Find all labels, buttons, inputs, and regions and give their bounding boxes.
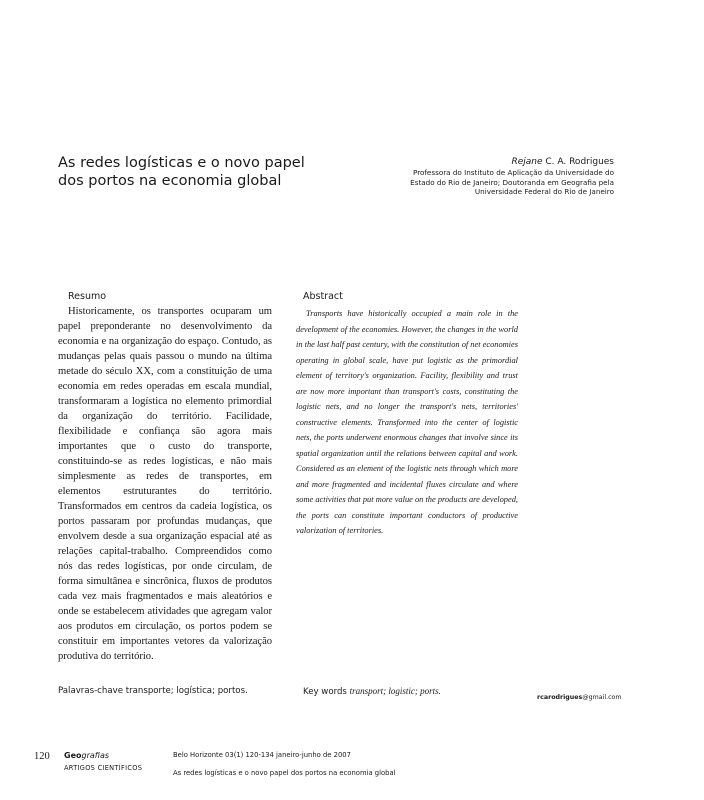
- resumo-heading: Resumo: [68, 291, 107, 302]
- article-title-line-2: dos portos na economia global: [58, 173, 282, 189]
- journal-name: [64, 751, 109, 760]
- keywords-en: [303, 686, 441, 697]
- author-affiliation: [410, 168, 614, 197]
- author-given-name: Rejane: [511, 157, 543, 167]
- author-name: [410, 156, 614, 168]
- email-domain: @gmail.com: [582, 694, 622, 701]
- keywords-pt: [58, 686, 248, 696]
- affiliation-line-3: Universidade Federal do Rio de Janeiro: [474, 187, 614, 197]
- article-title: [58, 154, 318, 190]
- affiliation-line-2: Estado do Rio de Janeiro; Doutoranda em Geografia pela: [410, 177, 614, 187]
- author-block: [410, 156, 614, 197]
- keywords-pt-label: Palavras-chave: [58, 686, 123, 696]
- abstract-text: Transports have historically occupied a main role in the development of the economies. However, the changes in the world in the last half past century, with the constitution of net economies operating in global scale, have put logistic as the primordial element of territory's organization. Facility, flexibility and trust are now more important than transport's costs, constituting the logistic nets, and no longer the transport's nets, territories' constructive elements. Transformed into the center of logistic nets, the ports underwent enormous changes that involve since its spatial organization until the relations between capital and work. Considered as an element of the logistic nets through which more and more fragmented and incidental fluxes circulate and where some activities that put more value on the products are developed, the ports can constitute important conductors of productive valorization of territories.: [296, 309, 518, 535]
- journal-name-prefix: Geo: [64, 751, 82, 760]
- journal-name-suffix: grafias: [81, 751, 110, 760]
- affiliation-line-1: Professora do Instituto de Aplicação da Universidade do: [412, 168, 614, 177]
- keywords-en-terms: transport; logistic; ports.: [349, 686, 441, 696]
- article-title-line-1: As redes logísticas e o novo papel: [58, 155, 305, 171]
- resumo-text: Historicamente, os transportes ocuparam um papel preponderante no desenvolvimento da economia e na organização do espaço. Contudo, as mudanças pelas quais passou o mundo na última metade do século XX, com a constituição de uma economia em redes operadas em escala mundial, transformaram a logística no elemento primordial da organização do território. Facilidade, flexibilidade e confiança são agora mais importantes que o custo do transporte, constituindo-se as redes logísticas, e não mais simplesmente as redes de transportes, em elementos estruturantes do território. Transformados em centros da cadeia logística, os portos passaram por profundas mudanças, que envolvem desde a sua organização espacial até as relações capital-trabalho. Compreendidos como nós das redes logísticas, por onde circulam, de forma simultânea e sincrônica, fluxos de produtos cada vez mais fragmentados e mais aleatórios e onde se estabelecem atividades que agregam valor aos produtos em circulação, os portos podem se constituir em importantes vetores da valorização produtiva do território.: [58, 306, 272, 662]
- issue-info: Belo Horizonte 03(1) 120-134 janeiro-junho de 2007: [173, 751, 351, 759]
- abstract-heading: Abstract: [303, 291, 343, 302]
- running-title: As redes logísticas e o novo papel dos portos na economia global: [173, 769, 396, 777]
- keywords-pt-terms: transporte; logística; portos.: [123, 686, 248, 696]
- author-email: [537, 694, 622, 701]
- page-number: 120: [34, 751, 50, 762]
- author-surname: C. A. Rodrigues: [542, 157, 614, 167]
- journal-section: ARTIGOS CIENTÍFICOS: [64, 764, 143, 772]
- keywords-en-label: Key words: [303, 687, 350, 697]
- email-user: rcarodrigues: [537, 694, 583, 701]
